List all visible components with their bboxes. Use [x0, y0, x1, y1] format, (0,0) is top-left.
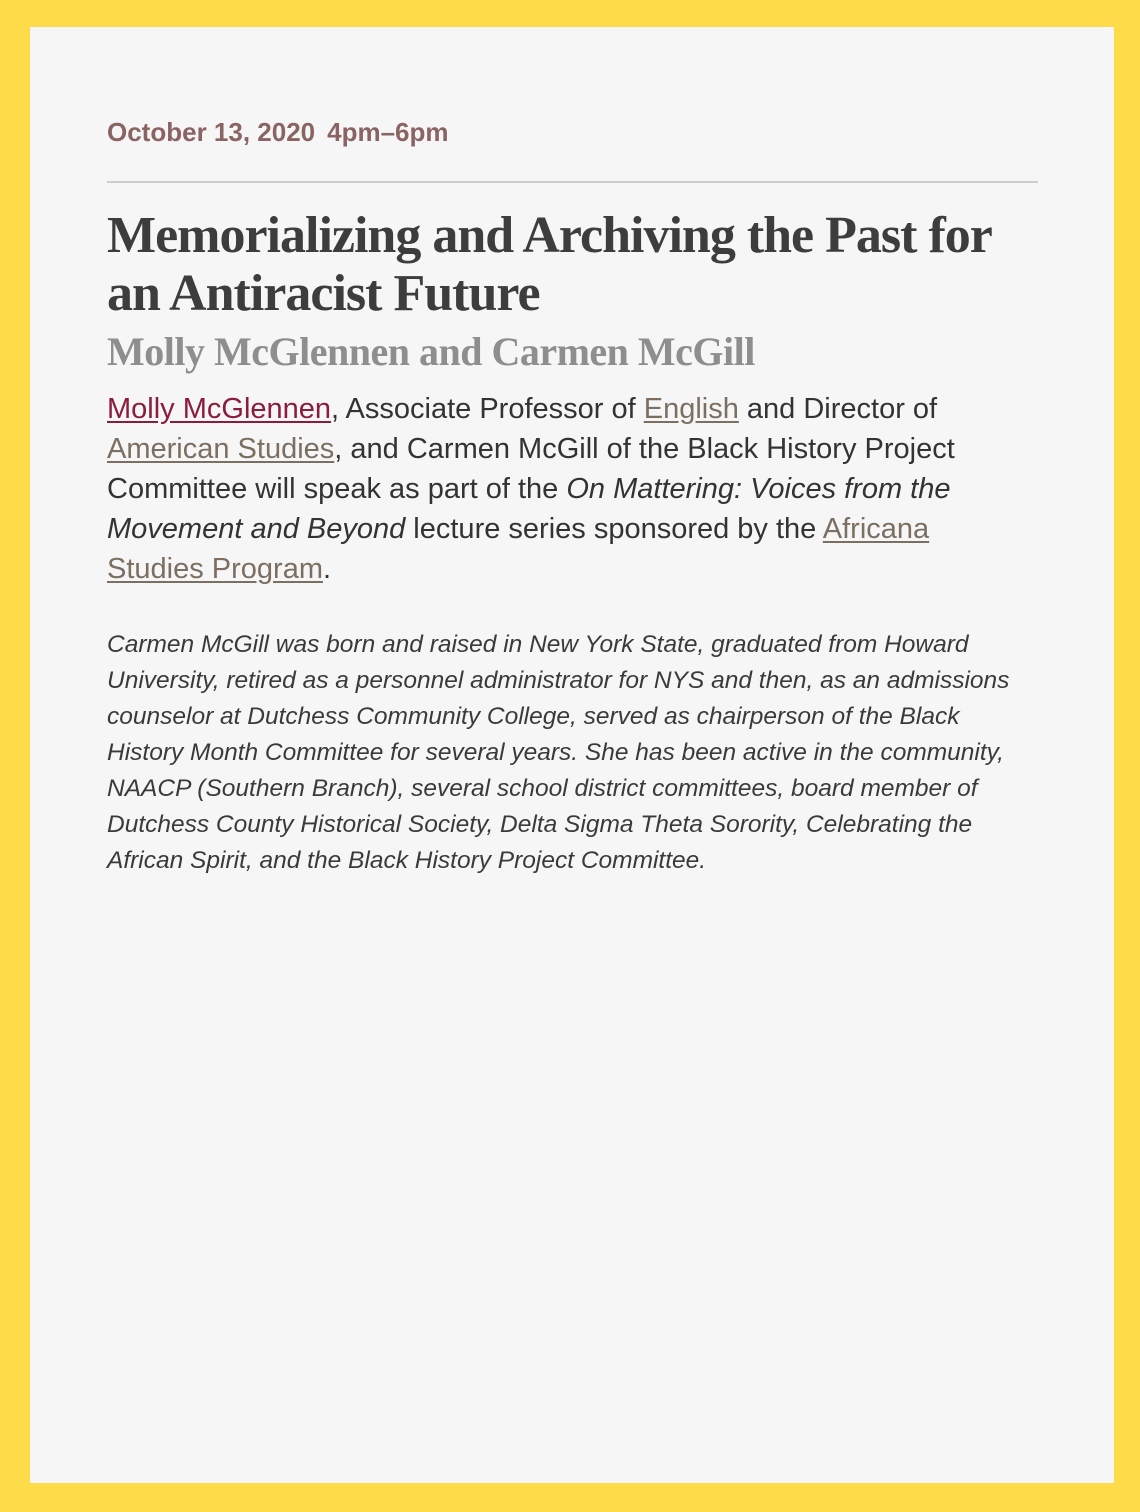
event-speakers: Molly McGlennen and Carmen McGill: [107, 329, 755, 374]
description-text-4: lecture series sponsored by the: [405, 513, 823, 545]
molly-mcglennen-link[interactable]: Molly McGlennen: [107, 393, 332, 425]
speaker-bio: Carmen McGill was born and raised in New York State, graduated from Howard University, retired as a personnel administrator for NYS and then, as an admissions counselor at Dutchess Community College, served as chairperson of the Black History Month Committee for several years. She has been active in the community, NAACP (Southern Branch), several school district committees, board member of Dutchess County Historical Society, Delta Sigma Theta Sorority, Celebrating the African Spirit, and the Black History Project Committee.: [107, 631, 1010, 874]
event-date: October 13, 2020: [107, 117, 316, 147]
american-studies-link[interactable]: American Studies: [107, 433, 335, 465]
event-datetime: [107, 117, 1038, 147]
description-text-2: and Director of: [738, 393, 938, 425]
event-card: [30, 27, 1114, 1483]
description-text-3: , and Carmen McGill of the Black History Project Committee will speak as part of the: [107, 433, 955, 505]
africana-studies-link[interactable]: Africana Studies Program: [107, 513, 930, 585]
event-time: 4pm–6pm: [327, 117, 449, 147]
description-text-5: .: [323, 553, 332, 585]
description-text-1: , Associate Professor of: [331, 393, 644, 425]
event-content: [107, 117, 1038, 879]
english-link[interactable]: English: [643, 393, 739, 425]
event-description: [107, 389, 1007, 589]
series-title: On Mattering: Voices from the Movement and Beyond: [107, 473, 951, 545]
event-title: Memorializing and Archiving the Past for an Antiracist Future: [107, 207, 991, 322]
divider: [107, 181, 1038, 183]
